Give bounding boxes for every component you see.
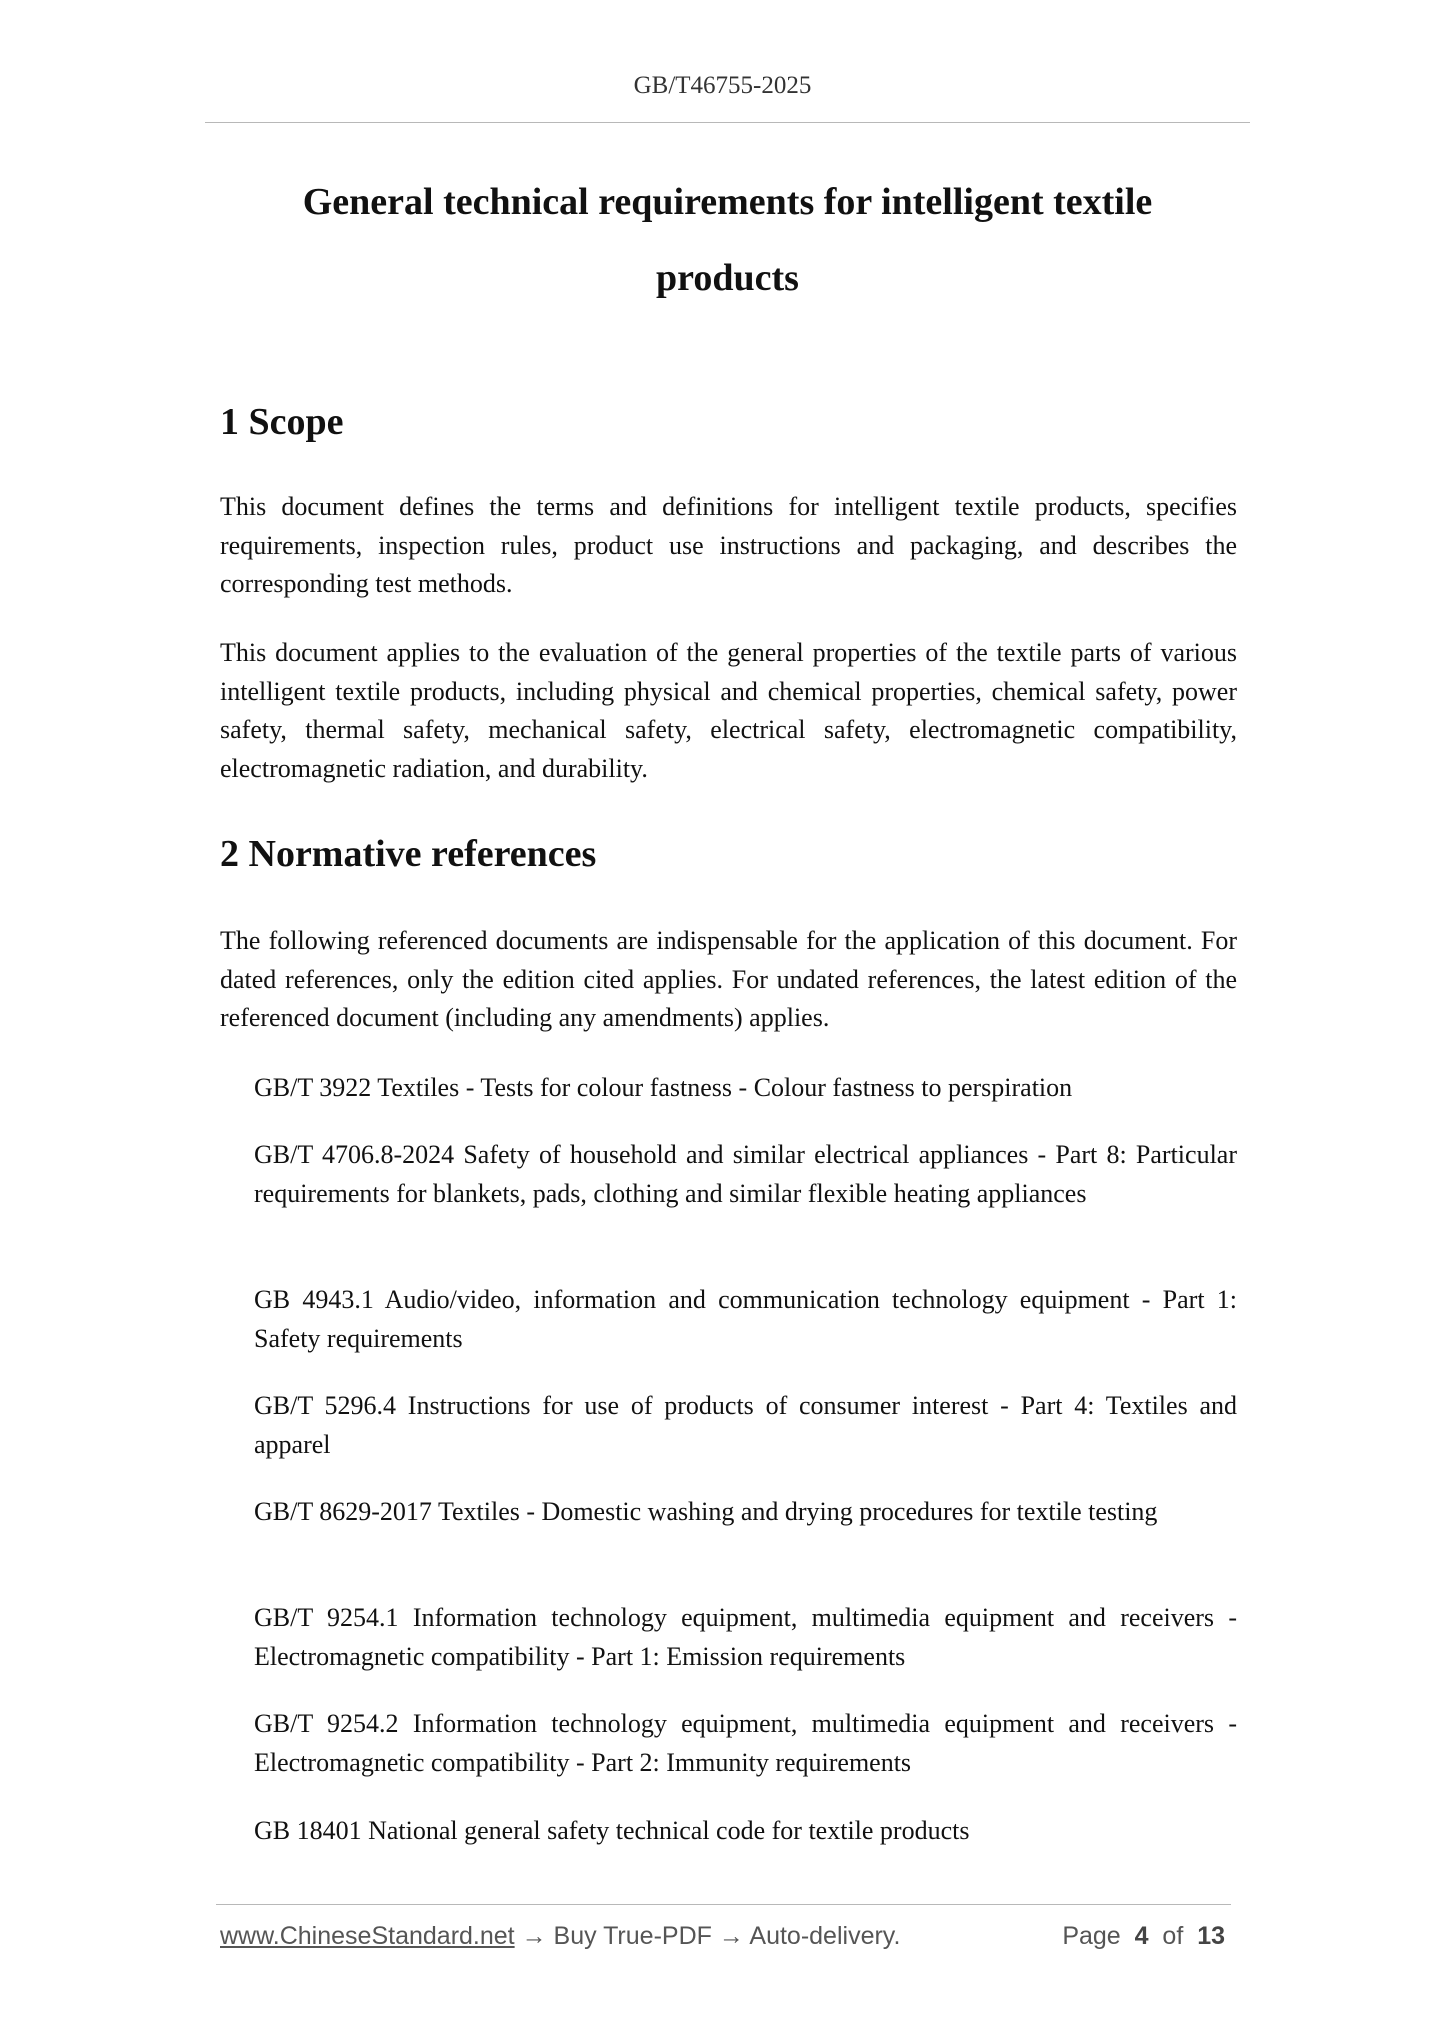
scope-paragraph-1: This document defines the terms and definitions for intelligent textile products, specifies requirements, inspection rules, product use instructions and packaging, and describes the corresponding test methods.	[220, 492, 1237, 598]
reference-item: GB 18401 National general safety technical code for textile products	[254, 1816, 970, 1845]
section-heading-normative-references: 2 Normative references	[220, 833, 597, 875]
reference-item: GB/T 5296.4 Instructions for use of products of consumer interest - Part 4: Textiles and apparel	[254, 1391, 1237, 1459]
total-pages: 13	[1197, 1922, 1225, 1950]
footer-promo	[220, 1922, 900, 1951]
document-title-line-2: products	[656, 257, 799, 299]
document-title-line-1: General technical requirements for intelligent textile	[302, 181, 1153, 223]
page-indicator	[1062, 1922, 1225, 1951]
reference-item: GB/T 9254.1 Information technology equipment, multimedia equipment and receivers - Electromagnetic compatibility - Part 1: Emission requirements	[254, 1603, 1237, 1671]
footer-tagline: → Buy True-PDF → Auto-delivery.	[514, 1922, 901, 1950]
current-page-number: 4	[1134, 1922, 1149, 1950]
reference-item: GB/T 9254.2 Information technology equipment, multimedia equipment and receivers - Electromagnetic compatibility - Part 2: Immunity requirements	[254, 1709, 1237, 1777]
normative-references-intro: The following referenced documents are indispensable for the application of this document. For dated references, only the edition cited applies. For undated references, the latest edition of the referenced document (including any amendments) applies.	[220, 926, 1237, 1032]
document-title	[250, 164, 1205, 316]
reference-item: GB/T 8629-2017 Textiles - Domestic washing and drying procedures for textile testing	[254, 1497, 1158, 1526]
reference-item: GB 4943.1 Audio/video, information and communication technology equipment - Part 1: Safety requirements	[254, 1285, 1237, 1353]
document-code-header: GB/T46755-2025	[633, 72, 812, 99]
website-link[interactable]: www.ChineseStandard.net	[220, 1922, 515, 1950]
section-heading-scope: 1 Scope	[220, 401, 344, 443]
footer-divider	[216, 1904, 1231, 1905]
reference-item: GB/T 3922 Textiles - Tests for colour fastness - Colour fastness to perspiration	[254, 1073, 1073, 1102]
header-divider	[205, 122, 1250, 123]
reference-item: GB/T 4706.8-2024 Safety of household and similar electrical appliances - Part 8: Particular requirements for blankets, pads, clothing and similar flexible heating appliances	[254, 1140, 1237, 1208]
page-label: Page	[1062, 1922, 1121, 1950]
of-label: of	[1162, 1922, 1184, 1950]
scope-paragraph-2: This document applies to the evaluation of the general properties of the textile parts of various intelligent textile products, including physical and chemical properties, chemical safety, power safety, thermal safety, mechanical safety, electrical safety, electromagnetic compatibility, electromagnetic radiation, and durability.	[220, 638, 1237, 783]
